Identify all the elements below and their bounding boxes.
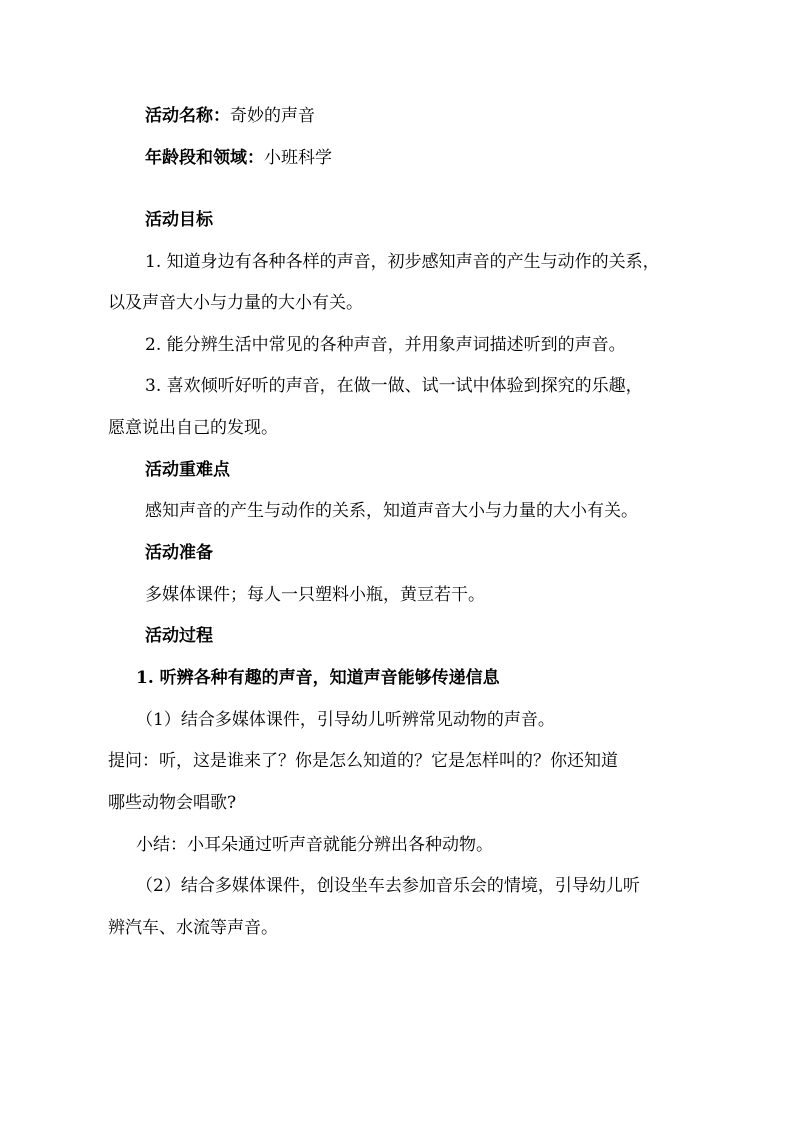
process-question-line-2: 哪些动物会唱歌?: [108, 793, 237, 813]
goal-item-3-line-1: 3. 喜欢倾听好听的声音，在做一做、试一试中体验到探究的乐趣，: [145, 376, 643, 396]
process-sub-2-line-1: （2）结合多媒体课件，创设坐车去参加音乐会的情境，引导幼儿听: [136, 876, 640, 896]
activity-name-value: 奇妙的声音: [230, 106, 315, 126]
process-summary: 小结：小耳朵通过听声音就能分辨出各种动物。: [136, 835, 493, 855]
process-sub-2-line-2: 辨汽车、水流等声音。: [108, 918, 278, 938]
preparation-heading: 活动准备: [145, 543, 213, 563]
activity-name-row: [145, 104, 315, 128]
age-domain-label: 年龄段和领域：: [145, 148, 264, 168]
process-step-1-title: 1. 听辨各种有趣的声音，知道声音能够传递信息: [136, 668, 500, 688]
key-points-heading: 活动重难点: [145, 460, 230, 480]
goal-item-1-line-2: 以及声音大小与力量的大小有关。: [108, 293, 363, 313]
process-heading: 活动过程: [145, 626, 213, 646]
key-points-text: 感知声音的产生与动作的关系，知道声音大小与力量的大小有关。: [145, 501, 638, 521]
age-domain-row: [145, 146, 332, 170]
process-question-line-1: 提问：听，这是谁来了？你是怎么知道的？它是怎样叫的？你还知道: [108, 751, 618, 771]
process-sub-1: （1）结合多媒体课件，引导幼儿听辨常见动物的声音。: [136, 710, 555, 730]
activity-name-label: 活动名称：: [145, 106, 230, 126]
goals-heading: 活动目标: [145, 210, 213, 230]
preparation-text: 多媒体课件；每人一只塑料小瓶，黄豆若干。: [145, 585, 485, 605]
goal-item-2: 2. 能分辨生活中常见的各种声音，并用象声词描述听到的声音。: [145, 335, 626, 355]
goal-item-1-line-1: 1. 知道身边有各种各样的声音，初步感知声音的产生与动作的关系，: [145, 252, 660, 272]
goal-item-3-line-2: 愿意说出自己的发现。: [108, 418, 278, 438]
age-domain-value: 小班科学: [264, 148, 332, 168]
